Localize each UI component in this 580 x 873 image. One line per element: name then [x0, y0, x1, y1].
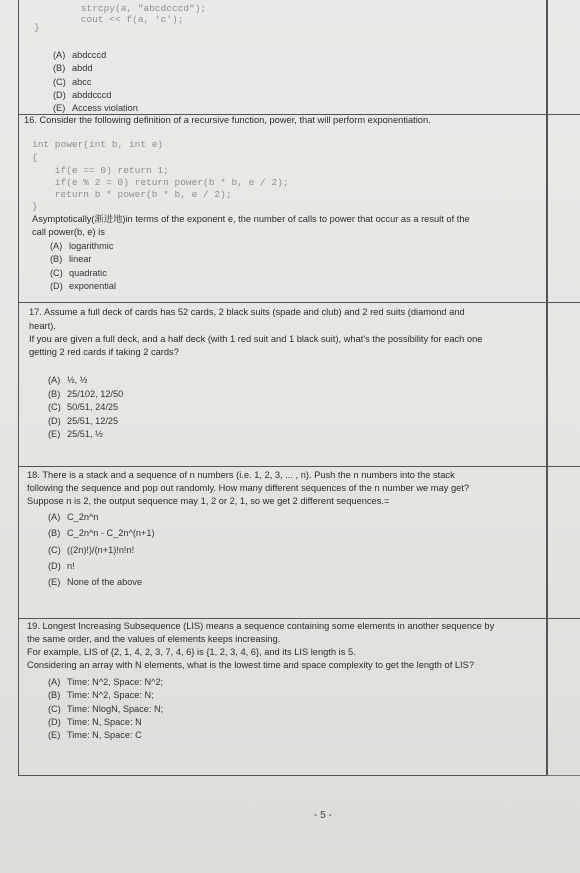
q19-stem-line: the same order, and the values of elements keeps increasing.: [27, 634, 281, 644]
option-text: ((2n)!)/(n+1)!n!n!: [67, 544, 135, 555]
q17-stem-line: 17. Assume a full deck of cards has 52 cards, 2 black suits (spade and club) and 2 red suits (diamond and: [29, 307, 465, 317]
answer-option: [53, 89, 111, 102]
option-text: None of the above: [67, 577, 143, 588]
option-text: 25/102, 12/50: [67, 388, 124, 399]
option-key: (A): [48, 375, 61, 385]
q16-code-line: if(e == 0) return 1;: [32, 165, 169, 176]
q16-code-line: int power(int b, int e): [32, 139, 164, 150]
option-text: abcc: [72, 76, 92, 87]
answer-option: [53, 49, 106, 62]
option-text: abddcccd: [72, 89, 112, 100]
q19-stem-line: For example, LIS of {2, 1, 4, 2, 3, 7, 4, 6} is {1, 2, 3, 4, 6}, and its LIS length is 5.: [27, 647, 356, 657]
answer-option: [50, 267, 107, 280]
option-key: (C): [53, 76, 66, 87]
answer-option: [48, 401, 118, 414]
q15-code-line: }: [34, 22, 40, 33]
answer-option: [48, 511, 98, 524]
answer-option: [48, 544, 134, 557]
answer-option: [53, 76, 91, 89]
answer-option: [48, 676, 163, 689]
answer-option: [48, 415, 118, 428]
q18-stem-line: Suppose n is 2, the output sequence may 1, 2 or 2, 1, so we get 2 different sequences.=: [27, 496, 390, 506]
option-key: (A): [53, 50, 66, 60]
option-text: abdcccd: [72, 50, 107, 60]
q16-body-line: call power(b, e) is: [32, 227, 105, 237]
option-text: Time: N^2, Space: N^2;: [67, 677, 164, 687]
option-key: (E): [48, 730, 61, 741]
q17-stem-line: If you are given a full deck, and a half deck (with 1 red suit and 1 black suit), what's the possibility for each one: [29, 334, 483, 344]
option-text: 25/51, 12/25: [67, 415, 119, 426]
option-key: (B): [48, 528, 61, 539]
q17-stem-line: heart).: [29, 321, 56, 331]
answer-option: [48, 703, 163, 716]
option-text: Access violation: [72, 103, 138, 114]
option-key: (D): [48, 415, 61, 426]
q19-stem-line: Considering an array with N elements, what is the lowest time and space complexity to get the length of LIS?: [27, 660, 474, 670]
option-text: quadratic: [69, 267, 107, 278]
answer-option: [48, 388, 123, 401]
option-key: (D): [48, 560, 61, 571]
option-text: logarithmic: [69, 241, 114, 251]
option-key: (D): [48, 716, 61, 727]
answer-option: [48, 689, 154, 702]
answer-option: [48, 374, 87, 387]
option-text: Time: NlogN, Space: N;: [67, 703, 164, 714]
row-divider: [18, 618, 580, 619]
q16-stem: 16. Consider the following definition of a recursive function, power, that will perform exponentiation.: [24, 115, 431, 125]
option-text: ½, ½: [67, 375, 88, 385]
answer-option: [48, 716, 142, 729]
option-text: 50/51, 24/25: [67, 402, 119, 412]
row-divider: [18, 302, 580, 303]
option-key: (C): [48, 703, 61, 714]
q16-code-line: {: [32, 152, 38, 163]
option-text: Time: N, Space: N: [67, 716, 142, 727]
q17-stem-line: getting 2 red cards if taking 2 cards?: [29, 347, 179, 357]
option-key: (C): [48, 402, 61, 412]
option-key: (B): [48, 690, 61, 701]
option-key: (A): [48, 677, 61, 687]
answer-option: [53, 62, 92, 75]
q18-stem-line: following the sequence and pop out randomly. How many different sequences of the n number we may get?: [27, 483, 470, 493]
answer-option: [48, 428, 103, 441]
column-divider: [546, 0, 547, 775]
option-text: n!: [67, 560, 75, 571]
option-text: C_2n^n: [67, 512, 99, 522]
option-text: 25/51, ½: [67, 429, 103, 439]
option-key: (E): [53, 103, 66, 114]
q15-code-line: strcpy(a, "abcdcccd");: [58, 3, 207, 14]
option-key: (E): [48, 577, 61, 588]
option-text: Time: N, Space: C: [67, 730, 142, 741]
answer-option: [48, 527, 155, 540]
option-text: linear: [69, 254, 92, 265]
option-key: (B): [50, 254, 63, 265]
answer-option: [48, 576, 142, 589]
page-number: - 5 -: [314, 810, 332, 821]
q16-code-line: if(e % 2 = 0) return power(b * b, e / 2);: [32, 177, 289, 188]
answer-option: [48, 729, 142, 742]
option-key: (A): [48, 512, 61, 522]
row-divider: [18, 466, 580, 467]
q16-code-line: }: [32, 201, 38, 212]
option-text: C_2n^n - C_2n^(n+1): [67, 528, 155, 539]
q16-body-line: Asymptotically(渐进地)in terms of the exponent e, the number of calls to power that occur as a result of the: [32, 214, 470, 224]
option-key: (D): [50, 280, 63, 291]
answer-option: [50, 253, 91, 266]
right-margin-column: [546, 0, 580, 776]
option-text: Time: N^2, Space: N;: [67, 690, 154, 701]
option-key: (C): [50, 267, 63, 278]
option-text: abdd: [72, 63, 93, 74]
option-key: (E): [48, 429, 61, 439]
option-text: exponential: [69, 280, 116, 291]
q19-stem-line: 19. Longest Increasing Subsequence (LIS) means a sequence containing some elements in another sequence by: [27, 621, 495, 631]
q15-code-line: cout << f(a, 'c');: [58, 14, 184, 25]
q16-code-line: return b * power(b * b, e / 2);: [32, 189, 232, 200]
option-key: (A): [50, 241, 63, 251]
option-key: (B): [48, 388, 61, 399]
option-key: (C): [48, 544, 61, 555]
option-key: (D): [53, 89, 66, 100]
answer-option: [50, 240, 113, 253]
q18-stem-line: 18. There is a stack and a sequence of n numbers (i.e. 1, 2, 3, ... , n). Push the n numbers into the stack: [27, 470, 455, 480]
option-key: (B): [53, 63, 66, 74]
answer-option: [48, 560, 75, 573]
answer-option: [50, 280, 116, 293]
